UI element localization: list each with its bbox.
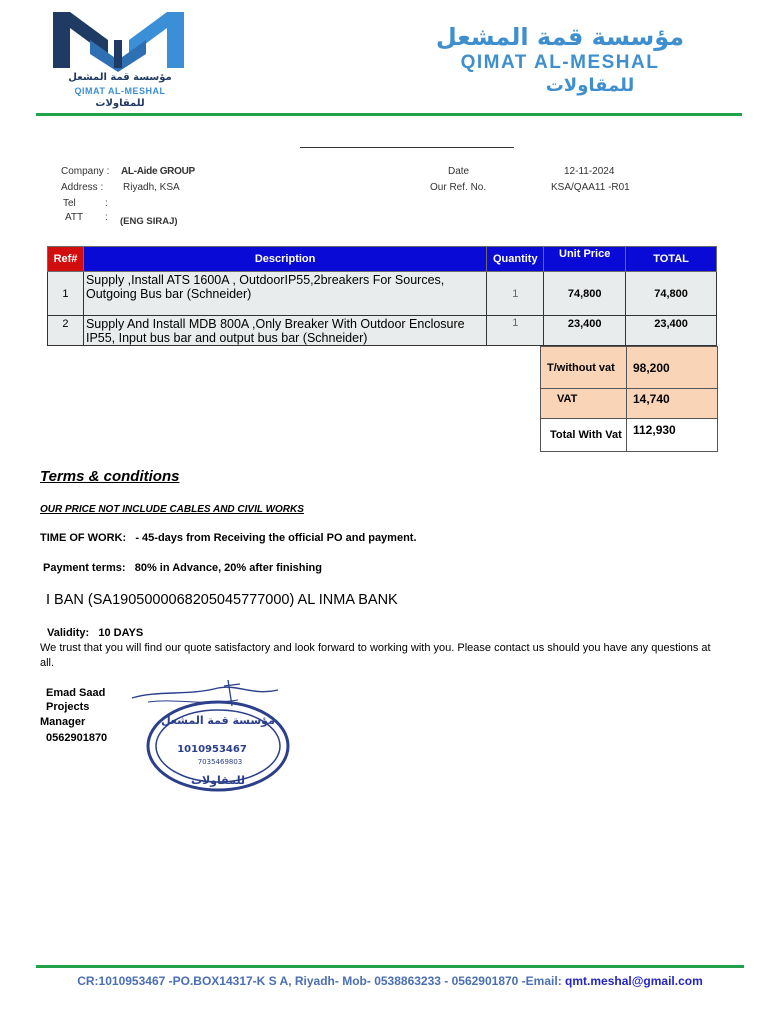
brand-name-arabic: مؤسسة قمة المشعل [435,23,685,51]
header-divider [36,113,742,116]
col-total: TOTAL [626,247,717,272]
att-colon: : [105,212,108,223]
terms-exclusion-note: OUR PRICE NOT INCLUDE CABLES AND CIVIL WORKS [40,504,304,515]
stamp-subtitle-arabic: للمقاولات [190,774,246,787]
table-row [48,272,717,316]
iban-line: I BAN (SA1905000068205045777000) AL INMA BANK [46,592,398,608]
row-ref: 1 [48,272,84,316]
row-description: Supply ,Install ATS 1600A , OutdoorIP55,2breakers For Sources, Outgoing Bus bar (Schneider) [83,272,486,316]
address-value: Riyadh, KSA [123,182,180,193]
row-description: Supply And Install MDB 800A ,Only Breaker With Outdoor Enclosure IP55, Input bus bar and output bus bar (Schneider) [83,316,486,346]
brand-header [410,22,710,98]
company-stamp [128,676,298,796]
logo-subtitle-arabic: للمقاولات [95,98,145,109]
col-ref: Ref# [48,247,84,272]
closing-statement: We trust that you will find our quote satisfactory and look forward to working with you. Please contact us should you have any questions at all. [40,642,711,669]
logo-name-english: QIMAT AL-MESHAL [74,86,166,96]
vat-value: 14,740 [627,389,718,419]
stamp-name-arabic: مؤسسة قمة المشعل [161,714,275,727]
ref-value: KSA/QAA11 -R01 [551,182,630,193]
terms-title: Terms & conditions [40,468,180,485]
row-total: 23,400 [626,316,717,346]
footer-email-link[interactable]: qmt.meshal@gmail.com [565,974,703,988]
tel-label: Tel [63,198,76,209]
table-header-row [48,247,717,272]
company-logo [50,10,190,110]
row-quantity: 1 [487,316,544,346]
logo-name-arabic: مؤسسة قمة المشعل [68,72,172,83]
time-of-work-label: TIME OF WORK: [40,532,127,544]
signer-name: Emad Saad [46,687,106,699]
payment-terms-value: 80% in Advance, 20% after finishing [134,562,322,574]
row-unit-price: 74,800 [544,272,626,316]
brand-name-english: QIMAT AL-MESHAL [460,52,660,73]
row-ref: 2 [48,316,84,346]
date-label: Date [448,166,470,177]
grand-total-label: Total With Vat [541,419,627,452]
ref-label: Our Ref. No. [430,182,487,193]
quotation-table [47,246,717,346]
subtotal-value: 98,200 [627,347,718,389]
stamp-cr-secondary: 7035469803 [197,758,243,766]
vat-label: VAT [541,389,627,419]
payment-terms-label: Payment terms: [43,562,126,574]
subtotal-row [541,347,718,389]
row-unit-price: 23,400 [544,316,626,346]
validity [47,627,143,639]
signer-phone: 0562901870 [46,732,108,744]
row-quantity: 1 [487,272,544,316]
att-label: ATT [65,212,84,223]
company-value: AL-Aide GROUP [121,166,195,177]
col-quantity: Quantity [487,247,544,272]
payment-terms [43,562,322,574]
title-underline [300,147,514,148]
logo-m-mark-icon [50,10,190,72]
col-description: Description [83,247,486,272]
footer-contact [40,974,740,988]
table-row [48,316,717,346]
company-label: Company : [61,166,110,177]
address-label: Address : [61,182,104,193]
footer-divider [36,965,744,968]
totals-table [540,346,718,452]
time-of-work [40,532,417,544]
time-of-work-value: - 45-days from Receiving the official PO and payment. [135,532,417,544]
vat-row [541,389,718,419]
grand-total-value: 112,930 [627,419,718,452]
subtotal-label: T/without vat [541,347,627,389]
signer-role-line1: Projects [46,701,90,713]
brand-subtitle-arabic: للمقاولات [545,75,635,96]
date-value: 12-11-2024 [564,166,615,177]
validity-value: 10 DAYS [98,627,144,639]
validity-label: Validity: [47,627,90,639]
tel-colon: : [105,198,108,209]
col-unit-price: Unit Price [544,247,626,272]
stamp-cr: 1010953467 [177,744,247,755]
signer-role-line2: Manager [40,716,86,728]
grand-total-row [541,419,718,452]
footer-address: CR:1010953467 -PO.BOX14317-K S A, Riyadh- Mob- 0538863233 - 0562901870 -Email: [77,974,566,988]
att-value: (ENG SIRAJ) [120,216,178,227]
row-total: 74,800 [626,272,717,316]
